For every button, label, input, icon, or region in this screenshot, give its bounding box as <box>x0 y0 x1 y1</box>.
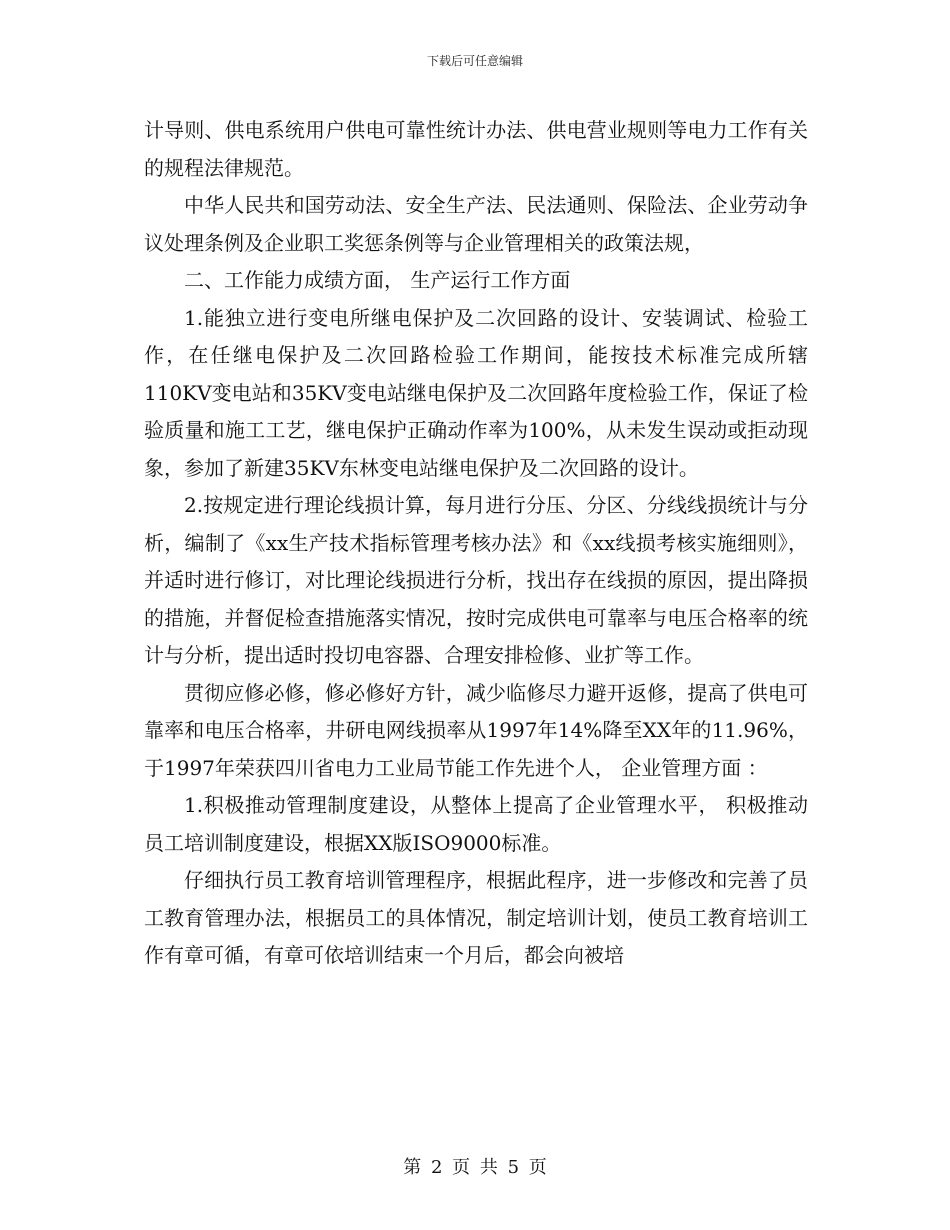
paragraph-1: 计导则、供电系统用户供电可靠性统计办法、供电营业规则等电力工作有关的规程法律规范。 <box>144 118 808 180</box>
paragraph-maintenance: 贯彻应修必修，修必修好方针，减少临修尽力避开返修，提高了供电可靠率和电压合格率，井研电网线损率从1997年14%降至XX年的11.96%，于1997年荣获四川省电力工业局节能工作先进个人， 企业管理方面 ： <box>144 680 808 780</box>
page-number: 第 2 页 共 5 页 <box>403 1157 547 1178</box>
paragraph-line-loss: 2.按规定进行理论线损计算，每月进行分压、分区、分线线损统计与分析，编制了《xx生产技术指标管理考核办法》和《xx线损考核实施细则》，并适时进行修订，对比理论线损进行分析，找出存在线损的原因，提出降损的措施，并督促检查措施落实情况，按时完成供电可靠率与电压合格率的统计与分析，提出适时投切电容器、合理安排检修、业扩等工作。 <box>144 493 808 667</box>
paragraph-management: 1.积极推动管理制度建设，从整体上提高了企业管理水平， 积极推动员工培训制度建设，根据XX版ISO9000标准。 <box>144 793 808 855</box>
paragraph-relay-protection: 1.能独立进行变电所继电保护及二次回路的设计、安装调试、检验工作，在任继电保护及二次回路检验工作期间，能按技术标准完成所辖110KV变电站和35KV变电站继电保护及二次回路年度检验工作，保证了检验质量和施工工艺，继电保护正确动作率为100%，从未发生误动或拒动现象，参加了新建35KV东林变电站继电保护及二次回路的设计。 <box>144 305 808 480</box>
section-heading: 二、工作能力成绩方面， 生产运行工作方面 <box>184 268 571 292</box>
paragraph-training: 仔细执行员工教育培训管理程序，根据此程序，进一步修改和完善了员工教育管理办法，根据员工的具体情况，制定培训计划，使员工教育培训工作有章可循，有章可依培训结束一个月后，都会向被培 <box>144 868 808 967</box>
paragraph-2: 中华人民共和国劳动法、安全生产法、民法通则、保险法、企业劳动争议处理条例及企业职工奖惩条例等与企业管理相关的政策法规， <box>144 193 808 255</box>
document-body <box>144 112 808 975</box>
page-header: 下载后可任意编辑 <box>426 54 523 68</box>
